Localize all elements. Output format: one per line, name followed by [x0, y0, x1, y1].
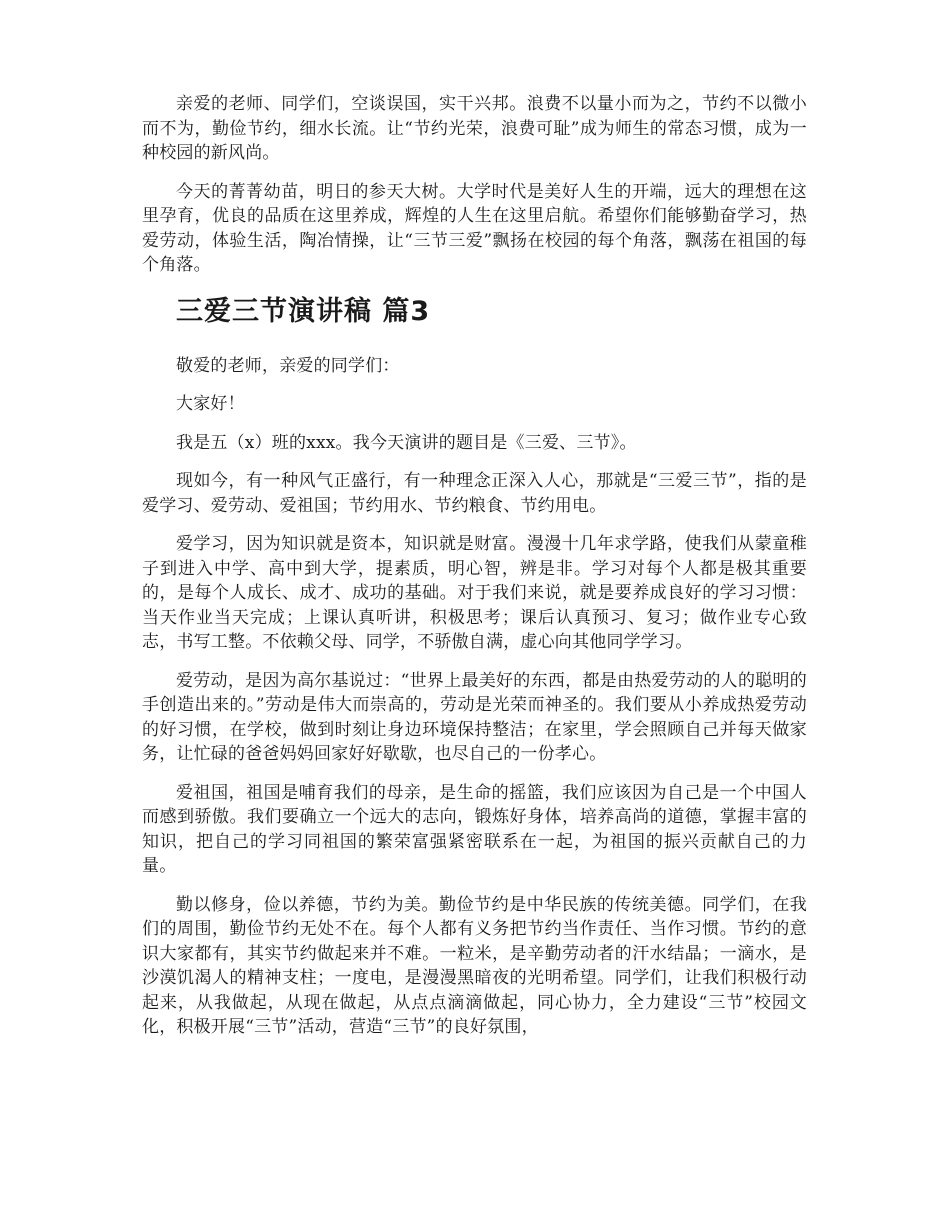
paragraph: 勤以修身，俭以养德，节约为美。勤俭节约是中华民族的传统美德。同学们，在我们的周围，勤俭节约无处不在。每个人都有义务把节约当作责任、当作习惯。节约的意识大家都有，其实节约做起来并不难。一粒米，是辛勤劳动者的汗水结晶；一滴水，是沙漠饥渴人的精神支柱；一度电，是漫漫黑暗夜的光明希望。同学们，让我们积极行动起来，从我做起，从现在做起，从点点滴滴做起，同心协力，全力建设“三节”校园文化，积极开展“三节”活动，营造“三节”的良好氛围， [142, 894, 807, 1037]
paragraph: 现如今，有一种风气正盛行，有一种理念正深入人心，那就是“三爱三节”，指的是爱学习、爱劳动、爱祖国；节约用水、节约粮食、节约用电。 [142, 471, 807, 516]
paragraph: 爱劳动，是因为高尔基说过：“世界上最美好的东西，都是由热爱劳动的人的聪明的手创造出来的。”劳动是伟大而崇高的，劳动是光荣而神圣的。我们要从小养成热爱劳动的好习惯，在学校，做到时刻让身边环境保持整洁；在家里，学会照顾自己并每天做家务，让忙碌的爸爸妈妈回家好好歇歇，也尽自己的一份孝心。 [142, 670, 807, 764]
paragraph-greeting: 敬爱的老师，亲爱的同学们： [176, 355, 400, 376]
document-page [142, 92, 807, 1054]
paragraph: 爱学习，因为知识就是资本，知识就是财富。漫漫十几年求学路，使我们从蒙童稚子到进入中学、高中到大学，提素质，明心智，辨是非。学习对每个人都是极其重要的，是每个人成长、成才、成功的基础。对于我们来说，就是要养成良好的学习习惯：当天作业当天完成；上课认真听讲，积极思考；课后认真预习、复习；做作业专心致志，书写工整。不依赖父母、同学，不骄傲自满，虚心向其他同学学习。 [142, 534, 807, 652]
paragraph: 爱祖国，祖国是哺育我们的母亲，是生命的摇篮，我们应该因为自己是一个中国人而感到骄傲。我们要确立一个远大的志向，锻炼好身体，培养高尚的道德，掌握丰富的知识，把自己的学习同祖国的繁荣富强紧密联系在一起，为祖国的振兴贡献自己的力量。 [142, 782, 807, 876]
section-heading: 三爱三节演讲稿 篇3 [176, 295, 431, 327]
paragraph-intro: 我是五（x）班的xxx。我今天演讲的题目是《三爱、三节》。 [176, 432, 637, 453]
paragraph: 今天的菁菁幼苗，明日的参天大树。大学时代是美好人生的开端，远大的理想在这里孕育，优良的品质在这里养成，辉煌的人生在这里启航。希望你们能够勤奋学习，热爱劳动，体验生活，陶冶情操，让“三节三爱”飘扬在校园的每个角落，飘荡在祖国的每个角落。 [142, 181, 807, 275]
paragraph-hello: 大家好！ [176, 394, 245, 414]
paragraph: 亲爱的老师、同学们，空谈误国，实干兴邦。浪费不以量小而为之，节约不以微小而不为，勤俭节约，细水长流。让“节约光荣，浪费可耻”成为师生的常态习惯，成为一种校园的新风尚。 [142, 94, 807, 163]
